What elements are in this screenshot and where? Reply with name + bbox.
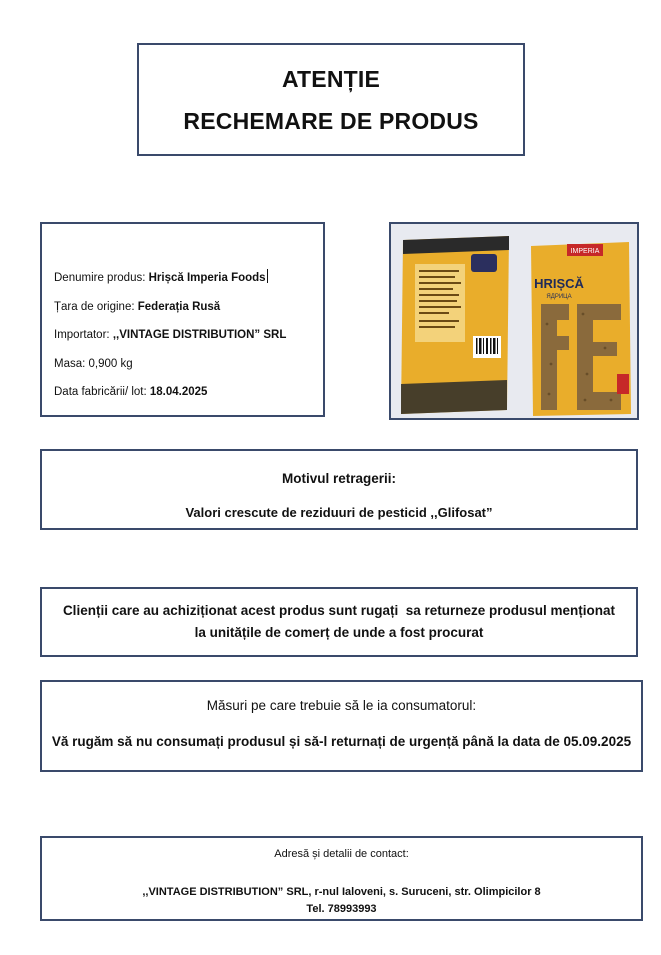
product-info-box <box>40 222 325 417</box>
package-sub-text: ЯДРИЦА <box>546 294 572 300</box>
product-lot-label: Data fabricării/ lot: <box>54 386 150 398</box>
measures-text: Vă rugăm să nu consumați produsul și să-l returnați de urgență până la data de 05.09.2025 <box>51 734 632 749</box>
contact-details <box>42 884 641 918</box>
recall-reason-box <box>40 449 638 530</box>
measures-heading: Măsuri pe care trebuie să le ia consumatorul: <box>206 698 477 713</box>
product-name-label: Denumire produs: <box>54 272 149 284</box>
recall-title-box <box>137 43 525 156</box>
product-importer-value: ,,VINTAGE DISTRIBUTION” SRL <box>112 329 287 341</box>
product-mass-row: Masa: 0,900 kg <box>54 357 133 370</box>
product-lot-row <box>54 378 323 407</box>
reason-heading: Motivul retragerii: <box>281 471 397 486</box>
product-importer-label: Importator: <box>54 329 113 341</box>
package-illustration <box>391 224 637 418</box>
product-name-row <box>54 264 323 293</box>
contact-heading: Adresă și detalii de contact: <box>274 848 409 860</box>
product-lot-value: 18.04.2025 <box>149 386 208 398</box>
package-front <box>531 242 631 416</box>
contact-address: ,,VINTAGE DISTRIBUTION” SRL, r-nul Ialoveni, s. Suruceni, str. Olimpicilor 8 <box>142 886 541 898</box>
contact-phone: Tel. 78993993 <box>306 903 377 915</box>
product-importer-row <box>54 321 323 350</box>
consumer-measures-box <box>40 680 643 772</box>
contact-box <box>40 836 643 921</box>
product-name-value: Hrișcă Imperia Foods <box>148 272 266 284</box>
product-origin-value: Federația Rusă <box>137 300 221 313</box>
brand-badge-text: IMPERIA <box>570 248 600 255</box>
package-back <box>401 236 509 414</box>
package-label-text: HRIȘCĂ <box>534 276 584 291</box>
product-photo <box>389 222 639 420</box>
text-cursor <box>267 269 268 283</box>
reason-text: Valori crescute de reziduuri de pesticid ,,Glifosat” <box>185 505 493 520</box>
product-origin-label: Țara de origine: <box>54 300 138 313</box>
product-origin-row <box>54 293 323 322</box>
clients-notice-box <box>40 587 638 657</box>
title-recall: RECHEMARE DE PRODUS <box>183 107 479 134</box>
title-attention: ATENȚIE <box>281 65 381 92</box>
clients-notice-text: Clienții care au achiziționat acest produs sunt rugați sa returneze produsul menționat la unitățile de comerț de unde a fost procurat <box>62 603 619 640</box>
